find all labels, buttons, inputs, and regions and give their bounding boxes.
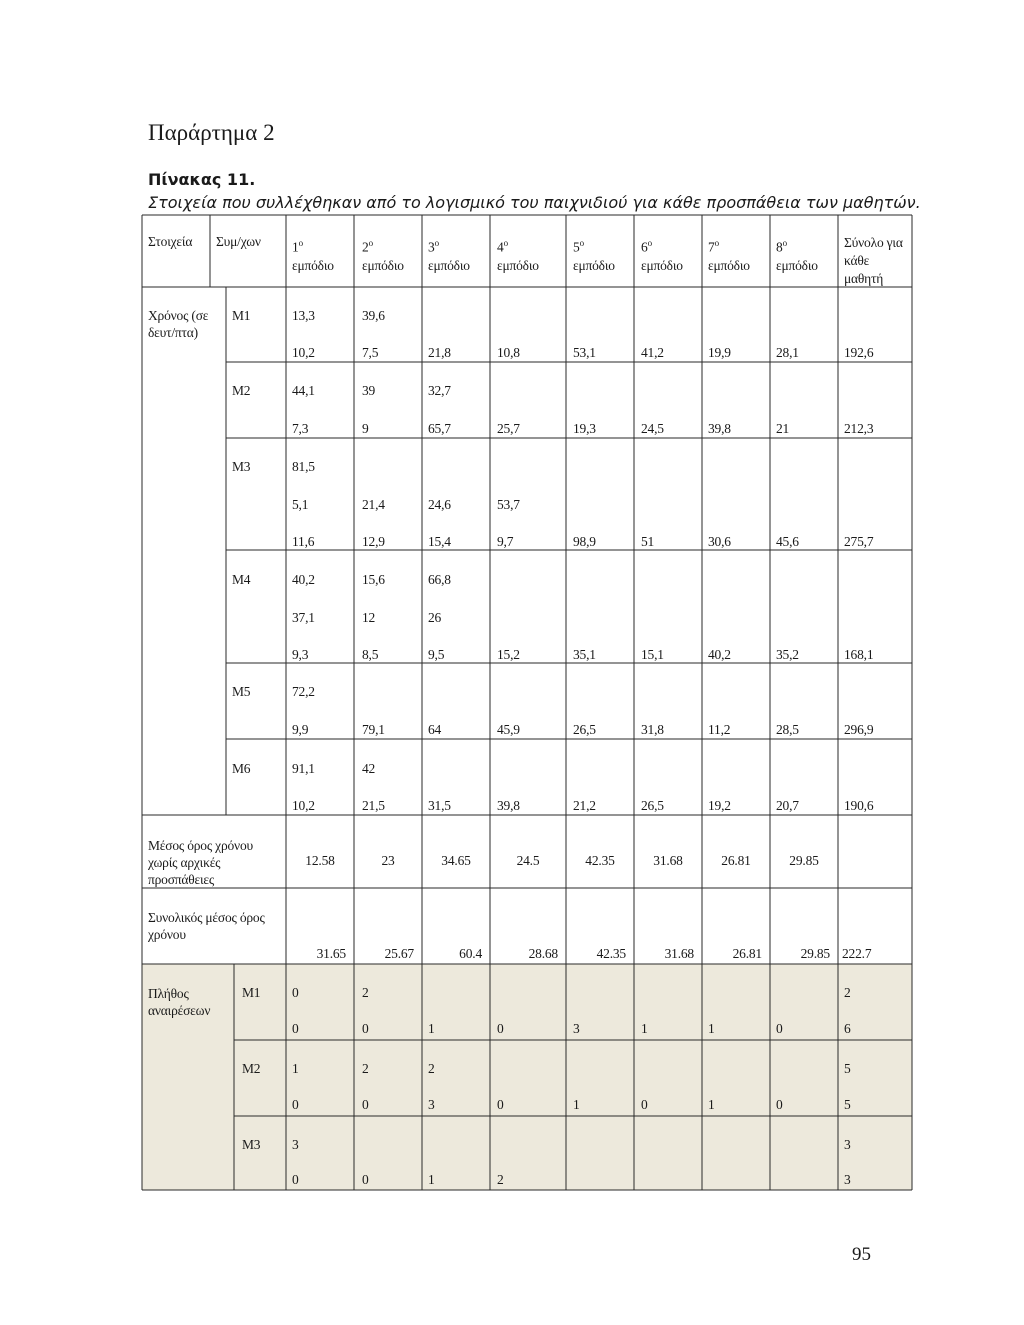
mean-no-initial-value: 42.35 xyxy=(585,853,615,868)
header-col-total: Σύνολο για κάθε μαθητή xyxy=(844,235,903,286)
removals-value: 0 xyxy=(362,1021,369,1036)
time-value: 26,5 xyxy=(573,722,596,737)
removals-value: 0 xyxy=(497,1097,504,1112)
obstacle-word: εμπόδιο xyxy=(573,257,615,273)
removals-value: 5 xyxy=(844,1097,851,1112)
mean-no-initial-value: 12.58 xyxy=(305,853,335,868)
overall-mean-value: 42.35 xyxy=(596,946,626,961)
time-value: 15,6 xyxy=(362,572,385,587)
overall-mean-value: 26.81 xyxy=(732,946,762,961)
header-obstacle-5 xyxy=(573,234,615,275)
time-value: 35,2 xyxy=(776,647,799,662)
removals-value: 0 xyxy=(641,1097,648,1112)
time-value: 9,3 xyxy=(292,647,309,662)
removals-value: 6 xyxy=(844,1021,851,1036)
mean-no-initial-value: 31.68 xyxy=(653,853,683,868)
student-id-M5: M5 xyxy=(232,684,251,699)
time-value: 9 xyxy=(362,421,369,436)
time-value: 13,3 xyxy=(292,308,315,323)
obstacle-ordinal: ο xyxy=(714,238,719,248)
time-value: 91,1 xyxy=(292,761,315,776)
time-value: 81,5 xyxy=(292,459,315,474)
removals-value: 1 xyxy=(428,1172,435,1187)
time-value: 21,4 xyxy=(362,497,385,512)
obstacle-number: 4 xyxy=(497,239,504,255)
removals-value: 3 xyxy=(844,1137,851,1152)
time-value: 45,9 xyxy=(497,722,520,737)
time-value: 15,1 xyxy=(641,647,664,662)
time-value: 15,4 xyxy=(428,534,451,549)
time-value: 40,2 xyxy=(708,647,731,662)
time-value: 65,7 xyxy=(428,421,451,436)
overall-mean-value: 25.67 xyxy=(384,946,414,961)
obstacle-word: εμπόδιο xyxy=(641,257,683,273)
obstacle-word: εμπόδιο xyxy=(292,257,334,273)
obstacle-number: 6 xyxy=(641,239,648,255)
student-id-M2: M2 xyxy=(232,383,251,398)
obstacle-ordinal: ο xyxy=(434,238,439,248)
page-number: 95 xyxy=(852,1244,871,1265)
removals-value: 0 xyxy=(497,1021,504,1036)
header-obstacle-7 xyxy=(708,234,750,275)
header-obstacle-8 xyxy=(776,234,818,275)
overall-mean-value: 31.68 xyxy=(664,946,694,961)
removals-value: 2 xyxy=(428,1061,435,1076)
time-value: 53,7 xyxy=(497,497,520,512)
obstacle-word: εμπόδιο xyxy=(362,257,404,273)
time-section-label: Χρόνος (σε δευτ/πτα) xyxy=(148,308,209,340)
time-value: 64 xyxy=(428,722,442,737)
removals-student-id-M1: M1 xyxy=(242,985,261,1000)
mean-no-initial-value: 23 xyxy=(381,853,395,868)
removals-value: 0 xyxy=(776,1097,783,1112)
time-value: 53,1 xyxy=(573,345,596,360)
time-value: 41,2 xyxy=(641,345,664,360)
removals-value: 2 xyxy=(497,1172,504,1187)
removals-value: 3 xyxy=(844,1172,851,1187)
appendix-heading: Παράρτημα 2 xyxy=(148,120,275,145)
time-value: 12 xyxy=(362,610,376,625)
obstacle-number: 7 xyxy=(708,239,715,255)
obstacle-ordinal: ο xyxy=(782,238,787,248)
removals-value: 2 xyxy=(362,985,369,1000)
header-col-data: Στοιχεία xyxy=(148,234,193,249)
time-value: 40,2 xyxy=(292,572,315,587)
time-value: 39,8 xyxy=(497,798,520,813)
time-value: 7,5 xyxy=(362,345,379,360)
time-value: 24,5 xyxy=(641,421,664,436)
time-value: 212,3 xyxy=(844,421,874,436)
time-value: 32,7 xyxy=(428,383,451,398)
removals-value: 0 xyxy=(292,1097,299,1112)
mean-no-initial-value: 24.5 xyxy=(516,853,540,868)
removals-label: Πλήθος αναιρέσεων xyxy=(148,986,211,1018)
removals-value: 5 xyxy=(844,1061,851,1076)
time-value: 11,6 xyxy=(292,534,315,549)
student-id-M4: M4 xyxy=(232,572,251,587)
time-value: 5,1 xyxy=(292,497,309,512)
removals-value: 0 xyxy=(776,1021,783,1036)
time-value: 39,8 xyxy=(708,421,731,436)
time-value: 10,8 xyxy=(497,345,520,360)
time-value: 190,6 xyxy=(844,798,874,813)
time-value: 42 xyxy=(362,761,376,776)
time-value: 35,1 xyxy=(573,647,596,662)
time-value: 7,3 xyxy=(292,421,309,436)
time-value: 192,6 xyxy=(844,345,874,360)
time-value: 19,9 xyxy=(708,345,731,360)
time-value: 44,1 xyxy=(292,383,315,398)
time-value: 66,8 xyxy=(428,572,451,587)
obstacle-word: εμπόδιο xyxy=(428,257,470,273)
removals-value: 0 xyxy=(292,1172,299,1187)
removals-value: 1 xyxy=(573,1097,580,1112)
time-value: 11,2 xyxy=(708,722,731,737)
time-value: 19,3 xyxy=(573,421,596,436)
header-col-students: Συμ/χων xyxy=(216,234,261,249)
removals-student-id-M3: M3 xyxy=(242,1137,261,1152)
removals-student-id-M2: M2 xyxy=(242,1061,261,1076)
obstacle-number: 5 xyxy=(573,239,580,255)
mean-no-initial-value: 34.65 xyxy=(441,853,471,868)
obstacle-number: 2 xyxy=(362,239,369,255)
time-value: 45,6 xyxy=(776,534,799,549)
obstacle-ordinal: ο xyxy=(579,238,584,248)
time-value: 39 xyxy=(362,383,376,398)
obstacle-number: 8 xyxy=(776,239,783,255)
removals-value: 2 xyxy=(844,985,851,1000)
time-value: 9,9 xyxy=(292,722,309,737)
student-id-M3: M3 xyxy=(232,459,251,474)
obstacle-word: εμπόδιο xyxy=(708,257,750,273)
removals-value: 2 xyxy=(362,1061,369,1076)
time-value: 19,2 xyxy=(708,798,731,813)
time-value: 168,1 xyxy=(844,647,874,662)
time-value: 28,5 xyxy=(776,722,799,737)
time-value: 28,1 xyxy=(776,345,799,360)
time-value: 10,2 xyxy=(292,798,315,813)
header-obstacle-2 xyxy=(362,234,404,275)
header-obstacle-6 xyxy=(641,234,683,275)
removals-value: 1 xyxy=(292,1061,299,1076)
time-value: 8,5 xyxy=(362,647,379,662)
mean-no-initial-label: Μέσος όρος χρόνου χωρίς αρχικές προσπάθειες xyxy=(148,838,253,887)
obstacle-number: 3 xyxy=(428,239,435,255)
time-value: 12,9 xyxy=(362,534,385,549)
removals-value: 0 xyxy=(292,985,299,1000)
overall-mean-value: 29.85 xyxy=(800,946,830,961)
time-value: 51 xyxy=(641,534,655,549)
overall-mean-label: Συνολικός μέσος όρος χρόνου xyxy=(148,910,265,942)
time-value: 275,7 xyxy=(844,534,874,549)
removals-value: 0 xyxy=(362,1097,369,1112)
overall-mean-value: 28.68 xyxy=(528,946,558,961)
time-value: 30,6 xyxy=(708,534,731,549)
mean-no-initial-value: 29.85 xyxy=(789,853,819,868)
overall-mean-value: 31.65 xyxy=(316,946,346,961)
obstacle-ordinal: ο xyxy=(368,238,373,248)
time-value: 31,5 xyxy=(428,798,451,813)
time-value: 37,1 xyxy=(292,610,315,625)
overall-mean-value: 222.7 xyxy=(842,946,872,961)
time-value: 20,7 xyxy=(776,798,799,813)
time-value: 39,6 xyxy=(362,308,385,323)
time-value: 15,2 xyxy=(497,647,520,662)
removals-value: 1 xyxy=(641,1021,648,1036)
header-obstacle-4 xyxy=(497,234,539,275)
obstacle-ordinal: ο xyxy=(503,238,508,248)
obstacle-word: εμπόδιο xyxy=(497,257,539,273)
time-value: 26 xyxy=(428,610,442,625)
time-value: 296,9 xyxy=(844,722,874,737)
table-caption: Στοιχεία που συλλέχθηκαν από το λογισμικό του παιχνιδιού για κάθε προσπάθεια των μαθητών. xyxy=(148,193,921,212)
removals-value: 3 xyxy=(573,1021,580,1036)
removals-value: 0 xyxy=(362,1172,369,1187)
obstacle-number: 1 xyxy=(292,239,299,255)
time-value: 21,5 xyxy=(362,798,385,813)
header-obstacle-1 xyxy=(292,234,334,275)
removals-value: 3 xyxy=(292,1137,299,1152)
time-value: 31,8 xyxy=(641,722,664,737)
removals-value: 3 xyxy=(428,1097,435,1112)
time-value: 21 xyxy=(776,421,790,436)
time-value: 9,7 xyxy=(497,534,514,549)
time-value: 25,7 xyxy=(497,421,520,436)
obstacle-ordinal: ο xyxy=(298,238,303,248)
time-value: 21,2 xyxy=(573,798,596,813)
overall-mean-value: 60.4 xyxy=(459,946,482,961)
time-value: 21,8 xyxy=(428,345,451,360)
student-id-M1: M1 xyxy=(232,308,251,323)
removals-value: 0 xyxy=(292,1021,299,1036)
removals-value: 1 xyxy=(708,1097,715,1112)
time-value: 79,1 xyxy=(362,722,385,737)
removals-value: 1 xyxy=(428,1021,435,1036)
time-value: 98,9 xyxy=(573,534,596,549)
obstacle-word: εμπόδιο xyxy=(776,257,818,273)
time-value: 72,2 xyxy=(292,684,315,699)
removals-value: 1 xyxy=(708,1021,715,1036)
time-value: 9,5 xyxy=(428,647,445,662)
header-obstacle-3 xyxy=(428,234,470,275)
table-number: Πίνακας 11. xyxy=(148,170,256,189)
time-value: 26,5 xyxy=(641,798,664,813)
student-id-M6: M6 xyxy=(232,761,251,776)
time-value: 10,2 xyxy=(292,345,315,360)
mean-no-initial-value: 26.81 xyxy=(721,853,751,868)
obstacle-ordinal: ο xyxy=(647,238,652,248)
time-value: 24,6 xyxy=(428,497,451,512)
